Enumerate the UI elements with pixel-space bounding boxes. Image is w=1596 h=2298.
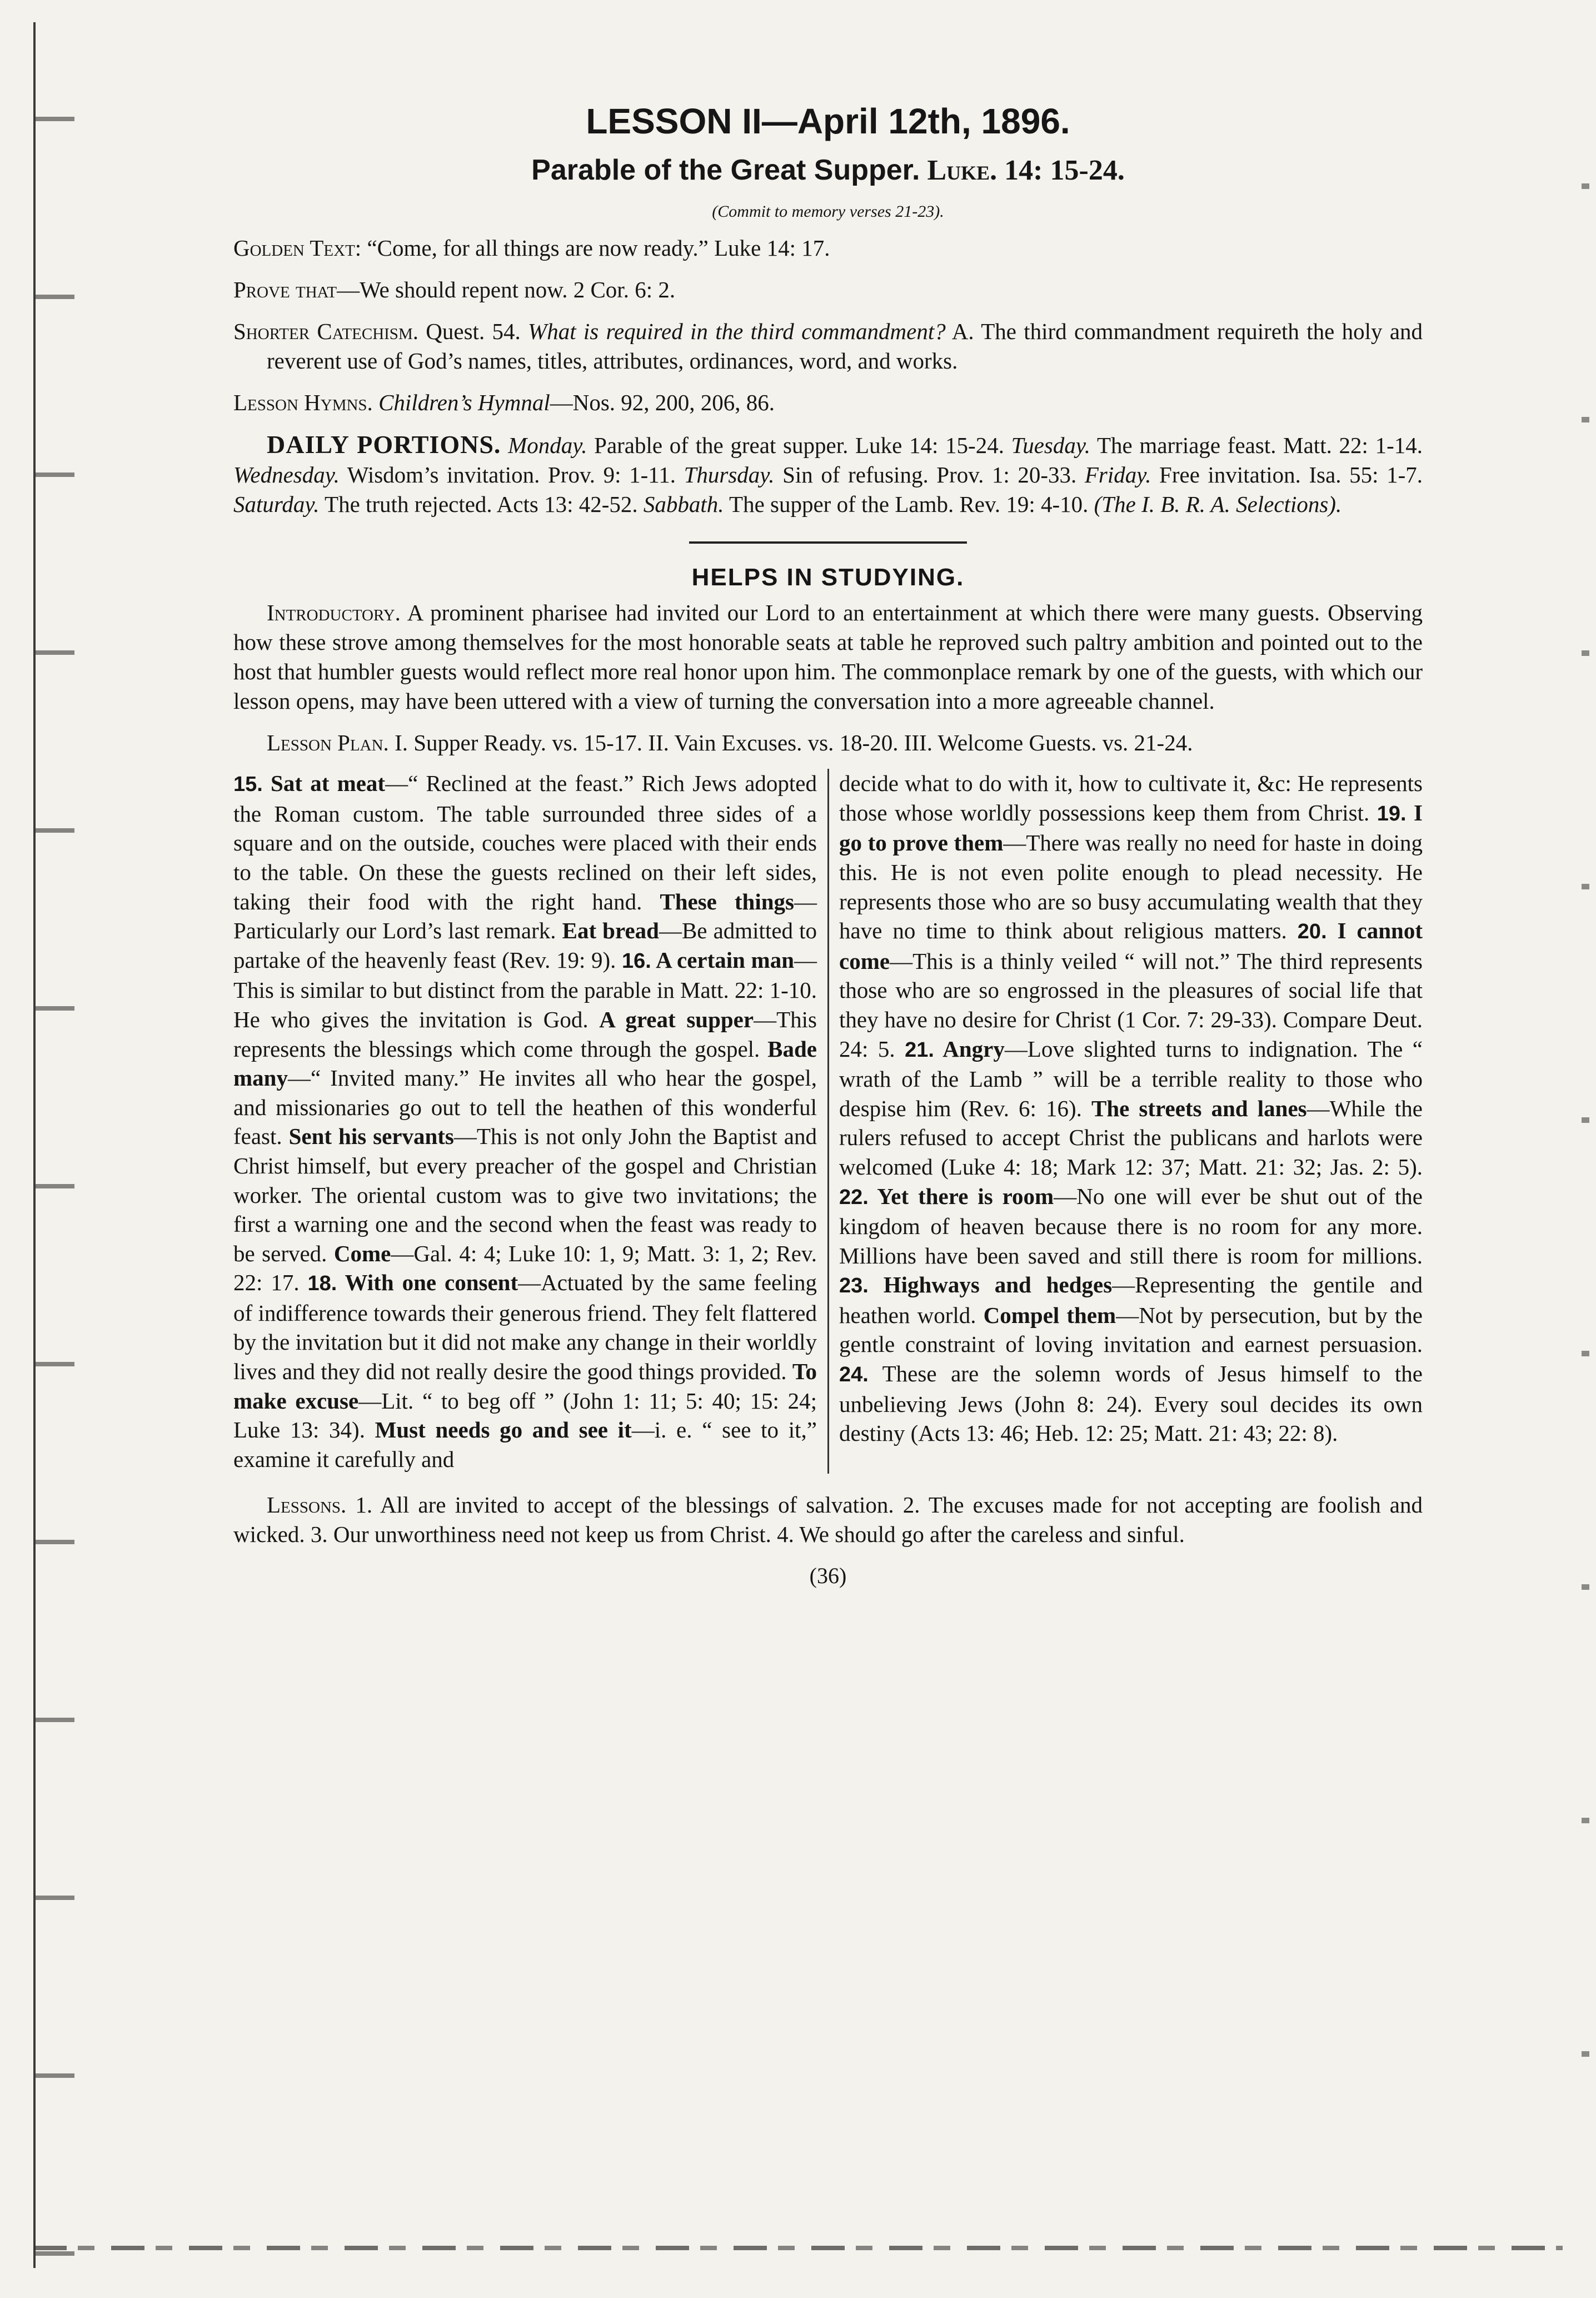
page-content [233, 100, 1423, 1589]
catechism-answer: A. The third commandment requireth the holy and reverent use of God’s names, titles, attributes, ordinances, word, and works. [267, 319, 1423, 374]
verse-number: 24. [839, 1363, 869, 1387]
lesson-subtitle [233, 153, 1423, 188]
note-text: —Actuated by the same feeling of indifference towards their generous friend. They felt flattered by the invitation but it did not make any change in their worldly lives and they did not really desire the good things provided. [233, 1270, 817, 1385]
portion-wednesday-text: Wisdom’s invitation. Prov. 9: 1-11. [339, 462, 684, 488]
verse-number: 20. [1297, 920, 1327, 944]
section-divider [689, 541, 967, 544]
note-text: —This is similar to but distinct from the parable in Matt. 22: 1-10. He who gives the invitation is God. [233, 947, 817, 1032]
notes-left-column [233, 769, 817, 1474]
portion-monday-text: Parable of the great supper. Luke 14: 15-24. [587, 432, 1011, 459]
catechism-quest: Quest. 54. [418, 319, 528, 345]
daily-portions-label: DAILY PORTIONS. [267, 430, 501, 459]
note-text: decide what to do with it, how to cultivate it, &c: He represents those whose worldly possessions keep them from Christ. [839, 770, 1423, 825]
note-text: —Gal. 4: 4; Luke 10: 1, 9; Matt. 3: 1, 2; Rev. 22: 17. [233, 1240, 817, 1296]
subtitle-main: Parable of the Great Supper. [531, 153, 920, 186]
portion-friday-day: Friday. [1084, 462, 1151, 488]
subtitle-ref: Luke. 14: 15-24. [927, 154, 1125, 186]
portion-tuesday-text: The marriage feast. Matt. 22: 1-14. [1090, 432, 1423, 459]
introductory-label: Introductory. [267, 600, 401, 626]
note-text: —This is not only John the Baptist and Christ himself, but every preacher of the gospel and Christian worker. The oriental custom was to give two invitations; the first a warning one and the second when the feast was ready to be served. [233, 1123, 817, 1266]
note-heading: Bade many [233, 1036, 817, 1091]
portion-monday-day: Monday. [501, 432, 587, 459]
page-edge-right [1582, 56, 1589, 2224]
note-text: —Particularly our Lord’s last remark. [233, 888, 817, 944]
lesson-plan [233, 728, 1423, 758]
note-heading: Angry [934, 1036, 1005, 1062]
note-heading: Compel them [983, 1302, 1116, 1328]
note-heading: Eat bread [562, 918, 659, 944]
lesson-title: LESSON II—April 12th, 1896. [586, 101, 1070, 141]
lesson-plan-body: I. Supper Ready. vs. 15-17. II. Vain Excuses. vs. 18-20. III. Welcome Guests. vs. 21-24. [388, 730, 1193, 756]
note-heading: A great supper [599, 1006, 754, 1032]
lessons-label: Lessons. [267, 1492, 347, 1518]
portion-thursday-day: Thursday. [684, 462, 775, 488]
note-heading: Come [333, 1240, 391, 1266]
note-heading: A certain man [651, 947, 794, 973]
portion-friday-text: Free invitation. Isa. 55: 1-7. [1151, 462, 1423, 488]
notes-right-column [839, 769, 1423, 1474]
memory-note: (Commit to memory verses 21-23). [712, 202, 944, 221]
note-text: —Love slighted turns to indignation. The “ wrath of the Lamb ” will be a terrible reality to those who despise him (Rev. 6: 16). [839, 1036, 1423, 1121]
verse-number: 23. [839, 1274, 869, 1298]
shorter-catechism [233, 317, 1423, 376]
verse-number: 16. [621, 949, 651, 973]
lesson-hymns [233, 388, 1423, 417]
golden-text [233, 233, 1423, 263]
daily-portions [233, 430, 1423, 519]
lesson-plan-label: Lesson Plan. [267, 730, 389, 756]
column-divider [827, 769, 829, 1474]
note-text: —There was really no need for haste in doing this. He is not even polite enough to plead necessity. He represents those who are so busy accumulating wealth that they have no time to think about religious matters. [839, 830, 1423, 944]
note-text: —This is a thinly veiled “ will not.” The third represents those who are so engrossed in the pleasures of social life that they have no desire for Christ (1 Cor. 7: 29-33). Compare Deut. 24: 5. [839, 948, 1423, 1062]
lessons-body: 1. All are invited to accept of the blessings of salvation. 2. The excuses made for not accepting are foolish and wicked. 3. Our unworthiness need not keep us from Christ. 4. We should go after the careless and sinful. [233, 1492, 1423, 1548]
catechism-question: What is required in the third commandment? [528, 319, 946, 345]
binding-edge [33, 22, 74, 2268]
verse-number: 19. [1376, 802, 1407, 825]
note-heading: The streets and lanes [1091, 1095, 1307, 1121]
portion-saturday-text: The truth rejected. Acts 13: 42-52. [319, 491, 644, 518]
note-text: —Be admitted to partake of the heavenly feast (Rev. 19: 9). [233, 918, 817, 973]
portion-thursday-text: Sin of refusing. Prov. 1: 20-33. [774, 462, 1085, 488]
note-heading: I go to prove them [839, 799, 1423, 856]
note-heading: Must needs go and see it [375, 1417, 632, 1443]
portion-sabbath-day: Sabbath. [643, 491, 724, 518]
note-text: —This represents the blessings which come through the gospel. [233, 1006, 817, 1062]
notes-columns [233, 769, 1423, 1474]
prove-that [233, 275, 1423, 305]
verse-number: 15. [233, 773, 263, 797]
introductory [233, 598, 1423, 716]
note-text: These are the solemn words of Jesus himself to the unbelieving Jews (John 8: 24). Every soul decides its own destiny (Acts 13: 46; Heb. 12: 25; Matt. 21: 43; 22: 8). [839, 1361, 1423, 1446]
note-heading: With one consent [337, 1270, 518, 1296]
note-text: —i. e. “ see to it,” examine it carefully and [233, 1417, 817, 1472]
page-edge-bottom [33, 2246, 1563, 2250]
note-heading: Sat at meat [262, 770, 386, 797]
verse-number: 22. [839, 1185, 869, 1209]
portion-wednesday-day: Wednesday. [233, 462, 340, 488]
note-text: —Lit. “ to beg off ” (John 1: 11; 5: 40; 15: 24; Luke 13: 34). [233, 1387, 817, 1443]
portion-selections: (The I. B. R. A. Selections). [1094, 491, 1342, 518]
note-heading: I cannot come [839, 918, 1423, 974]
note-text: —“ Invited many.” He invites all who hear the gospel, and missionaries go out to tell the heathen of this wonderful feast. [233, 1065, 817, 1150]
note-text: —Representing the gentile and heathen world. [839, 1272, 1423, 1328]
note-text: —“ Reclined at the feast.” Rich Jews adopted the Roman custom. The table surrounded three sides of a square and on the outside, couches were placed with their ends to the table. On these the guests reclined on their left sides, taking their food with the right hand. [233, 770, 817, 914]
catechism-label: Shorter Catechism. [233, 319, 418, 345]
golden-text-body: “Come, for all things are now ready.” Luke 14: 17. [361, 235, 830, 261]
golden-text-label: Golden Text: [233, 235, 362, 261]
note-text: —While the rulers refused to accept Christ the publicans and harlots were welcomed (Luke 4: 18; Mark 12: 37; Matt. 21: 32; Jas. 2: 5). [839, 1095, 1423, 1180]
hymns-nos: —Nos. 92, 200, 206, 86. [550, 390, 775, 416]
hymns-label: Lesson Hymns. [233, 390, 373, 416]
portion-saturday-day: Saturday. [233, 491, 320, 518]
note-text: —No one will ever be shut out of the kingdom of heaven because there is no room for any more. Millions have been saved and still there is room for millions. [839, 1183, 1423, 1269]
note-heading: Highways and hedges [868, 1272, 1113, 1298]
introductory-body: A prominent pharisee had invited our Lord to an entertainment at which there were many guests. Observing how these strove among themselves for the most honorable seats at table he reproved such paltry ambition and pointed out to the host that humbler guests would reflect more real honor upon him. The commonplace remark by one of the guests, with which our lesson opens, may have been uttered with a view of turning the conversation into a more agreeable channel. [233, 600, 1423, 714]
note-text: —Not by persecution, but by the gentle constraint of loving invitation and earnest persuasion. [839, 1302, 1423, 1357]
portion-sabbath-text: The supper of the Lamb. Rev. 19: 4-10. [724, 491, 1094, 518]
note-heading: Sent his servants [288, 1123, 454, 1150]
hymns-book: Children’s Hymnal [372, 390, 550, 416]
note-heading: To make excuse [233, 1359, 817, 1414]
prove-that-label: Prove that [233, 277, 337, 303]
helps-heading: HELPS IN STUDYING. [691, 564, 965, 591]
note-heading: These things [660, 888, 794, 914]
prove-that-body: —We should repent now. 2 Cor. 6: 2. [337, 277, 676, 303]
verse-number: 21. [905, 1038, 934, 1062]
note-heading: Yet there is room [868, 1183, 1054, 1209]
page-number: (36) [809, 1563, 847, 1589]
verse-number: 18. [307, 1272, 337, 1296]
lessons-summary [233, 1490, 1423, 1549]
portion-tuesday-day: Tuesday. [1011, 432, 1091, 459]
